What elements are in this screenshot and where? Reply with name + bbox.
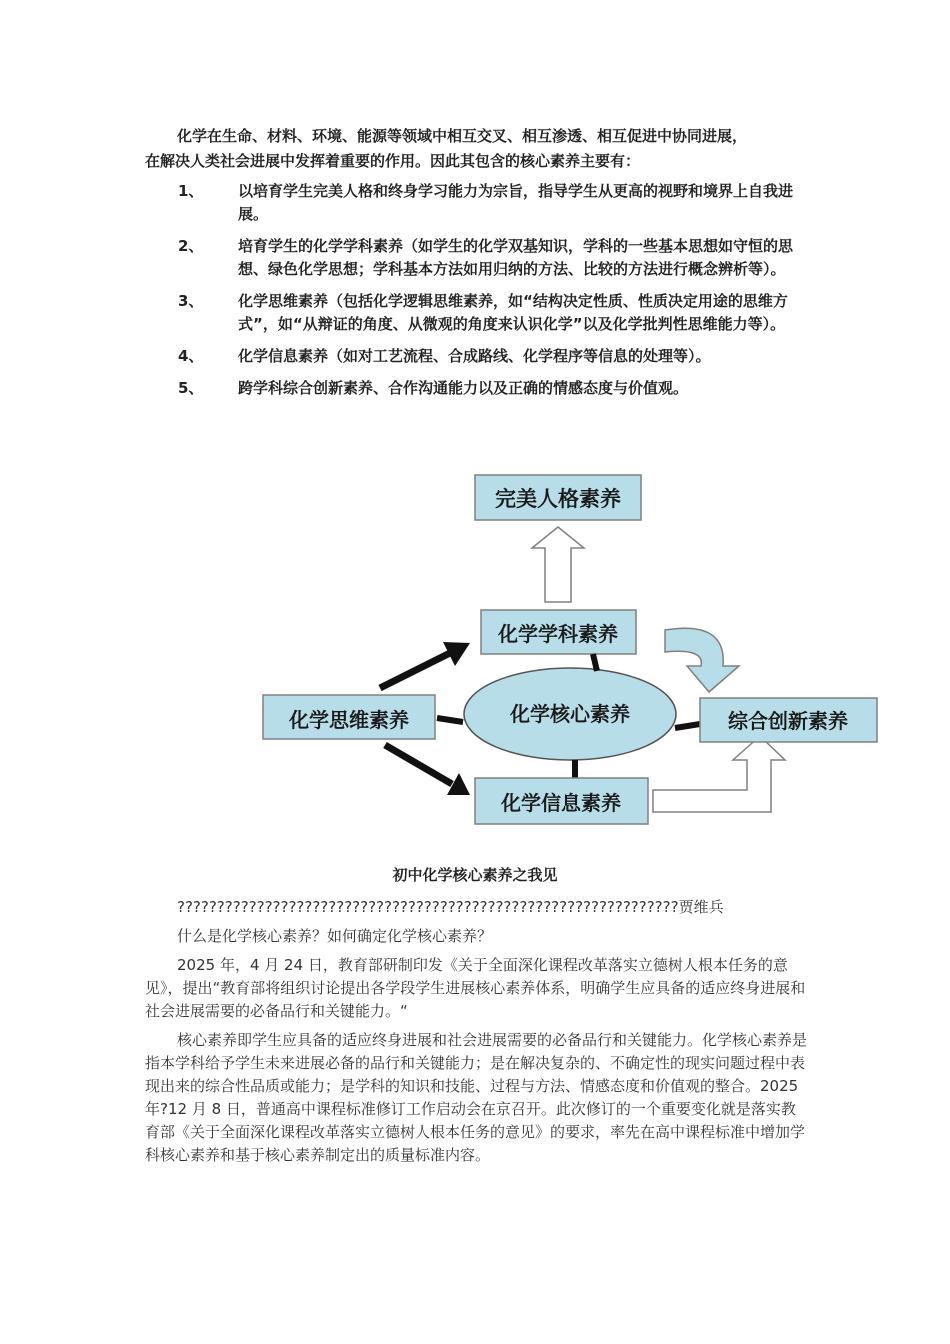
list-item xyxy=(145,377,805,400)
competency-list xyxy=(145,180,805,409)
question-line: 什么是化学核心素养？如何确定化学核心素养？ xyxy=(177,927,493,945)
list-item-text: 以培育学生完美人格和终身学习能力为宗旨，指导学生从更高的视野和境界上自我进展。 xyxy=(238,182,794,223)
list-item-number: 2、 xyxy=(178,237,204,255)
article-body xyxy=(145,896,810,1173)
list-item xyxy=(145,180,805,226)
paragraph-1: 2025 年，4 月 24 日，教育部研制印发《关于全面深化课程改革落实立德树人根本任务的意见》，提出“教育部将组织讨论提出各学段学生进展核心素养体系，明确学生应具备的适应终身进展和社会进展需要的必备品行和关键能力。“ xyxy=(145,956,806,1020)
connector-innovation xyxy=(675,724,700,728)
up-arrow xyxy=(532,527,584,602)
list-item-text: 培育学生的化学学科素养（如学生的化学双基知识，学科的一些基本思想如守恒的思想、绿色化学思想；学科基本方法如用归纳的方法、比较的方法进行概念辨析等）。 xyxy=(238,237,794,278)
list-item-number: 1、 xyxy=(178,182,204,200)
arrow-up-right-shaft xyxy=(380,653,450,688)
list-item-number: 3、 xyxy=(178,292,204,310)
connector-thinking xyxy=(437,718,463,722)
label-perfect-personality: 完美人格素养 xyxy=(495,487,621,511)
list-item-number: 4、 xyxy=(178,347,204,365)
intro-line-1: 化学在生命、材料、环境、能源等领域中相互交叉、相互渗透、相互促进中协同进展， xyxy=(177,127,748,145)
label-core: 化学核心素养 xyxy=(510,702,630,726)
label-innovation: 综合创新素养 xyxy=(728,709,848,733)
label-thinking: 化学思维素养 xyxy=(289,708,409,732)
curved-arrow xyxy=(665,628,739,692)
label-subject: 化学学科素养 xyxy=(498,622,618,646)
arrow-down-right-shaft xyxy=(385,745,452,784)
list-item-text: 跨学科综合创新素养、合作沟通能力以及正确的情感态度与价值观。 xyxy=(238,379,689,397)
connector-subject xyxy=(593,654,597,671)
intro-line-2: 在解决人类社会进展中发挥着重要的作用。因此其包含的核心素养主要有： xyxy=(145,152,641,170)
author-line: ???????????????????????????????????????????????????????????????贾维兵 xyxy=(177,898,724,916)
list-item-text: 化学信息素养（如对工艺流程、合成路线、化学程序等信息的处理等）。 xyxy=(238,347,711,365)
list-item-text: 化学思维素养（包括化学逻辑思维素养，如“结构决定性质、性质决定用途的思维方式”，如“从辩证的角度、从微观的角度来认识化学”以及化学批判性思维能力等）。 xyxy=(238,292,788,333)
intro-paragraph xyxy=(145,124,805,174)
label-info: 化学信息素养 xyxy=(501,791,621,815)
list-item xyxy=(145,345,805,368)
paragraph-2: 核心素养即学生应具备的适应终身进展和社会进展需要的必备品行和关键能力。化学核心素养是指本学科给予学生未来进展必备的品行和关键能力；是在解决复杂的、不确定性的现实问题过程中表现出来的综合性品质或能力；是学科的知识和技能、过程与方法、情感态度和价值观的整合。2025 年?12 月 8 日，普通高中课程标准修订工作启动会在京召开。此次修订的一个重要变化就是落实教育部《关于全面深化课程改革落实立德树人根本任务的意见》的要求，率先在高中课程标准中增加学科核心素养和基于核心素养制定出的质量标准内容。 xyxy=(145,1031,808,1164)
list-item-number: 5、 xyxy=(178,379,204,397)
bent-arrow xyxy=(653,736,785,812)
list-item xyxy=(145,235,805,281)
section-title: 初中化学核心素养之我见 xyxy=(392,866,558,884)
list-item xyxy=(145,290,805,336)
core-competency-diagram xyxy=(255,470,885,830)
